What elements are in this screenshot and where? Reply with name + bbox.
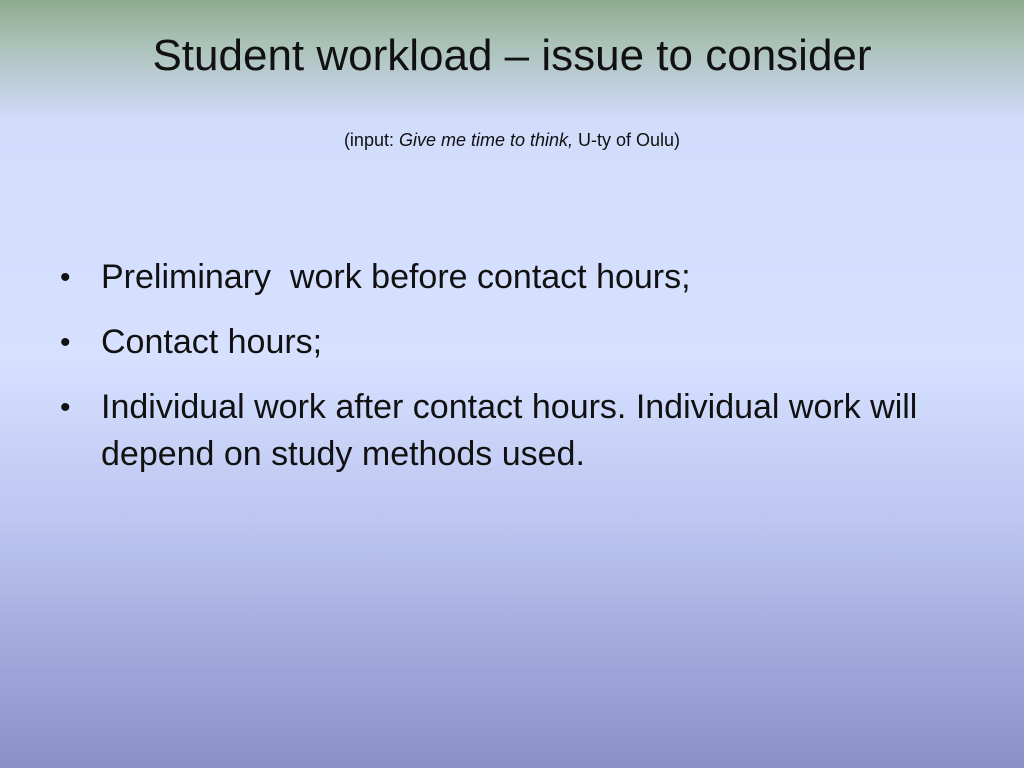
slide-title: Student workload – issue to consider: [152, 31, 872, 80]
slide-subtitle: [0, 130, 1024, 152]
bullet-icon: •: [60, 326, 71, 359]
bullet-list: [58, 254, 958, 496]
bullet-item: [58, 254, 958, 301]
bullet-item: [58, 384, 958, 478]
bullet-text: Contact hours;: [101, 323, 323, 361]
bullet-text: Preliminary work before contact hours;: [101, 258, 691, 296]
bullet-icon: •: [60, 391, 71, 424]
subtitle-italic: Give me time to think,: [398, 130, 574, 150]
subtitle-suffix: U-ty of Oulu): [573, 130, 681, 150]
bullet-item: [58, 319, 958, 366]
bullet-text: Individual work after contact hours. Individual work will depend on study methods used.: [101, 388, 918, 473]
bullet-icon: •: [60, 261, 71, 294]
subtitle-prefix: (input:: [343, 130, 399, 150]
